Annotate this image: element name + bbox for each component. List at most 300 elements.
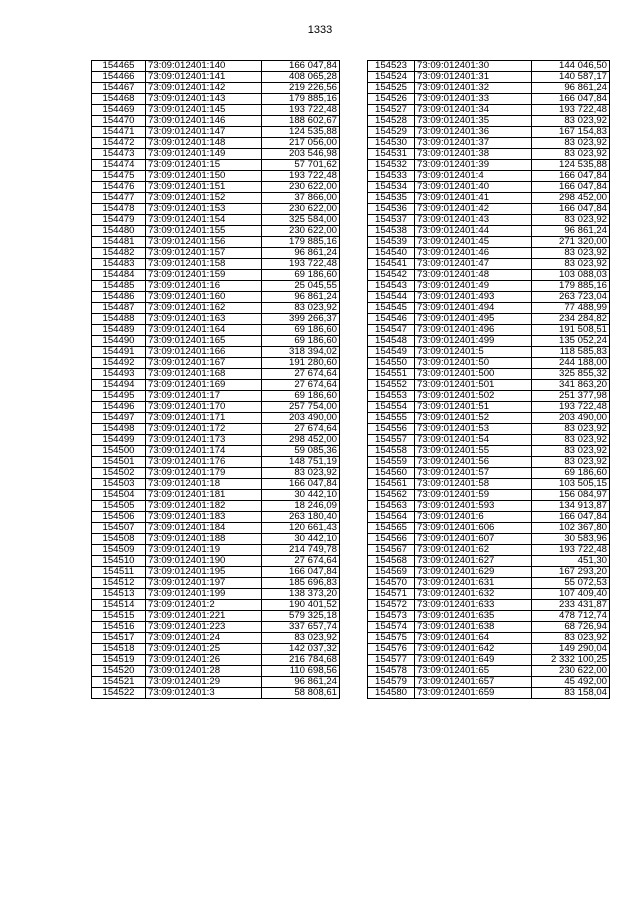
value-cell: 257 754,00	[262, 402, 340, 413]
value-cell: 124 535,88	[532, 160, 610, 171]
table-row	[368, 490, 610, 501]
value-cell: 217 056,00	[262, 138, 340, 149]
table-row	[92, 413, 340, 424]
value-cell: 144 046,50	[532, 61, 610, 72]
row-id-cell: 154475	[92, 171, 146, 182]
row-id-cell: 154496	[92, 402, 146, 413]
cadastral-number-cell: 73:09:012401:26	[146, 655, 262, 666]
cadastral-number-cell: 73:09:012401:58	[415, 479, 532, 490]
cadastral-number-cell: 73:09:012401:195	[146, 567, 262, 578]
cadastral-number-cell: 73:09:012401:18	[146, 479, 262, 490]
row-id-cell: 154487	[92, 303, 146, 314]
value-cell: 83 023,92	[532, 424, 610, 435]
cadastral-number-cell: 73:09:012401:163	[146, 314, 262, 325]
cadastral-number-cell: 73:09:012401:197	[146, 578, 262, 589]
value-cell: 83 023,92	[262, 468, 340, 479]
table-row	[368, 314, 610, 325]
cadastral-number-cell: 73:09:012401:635	[415, 611, 532, 622]
table-row	[92, 655, 340, 666]
value-cell: 179 885,16	[262, 237, 340, 248]
row-id-cell: 154495	[92, 391, 146, 402]
row-id-cell: 154492	[92, 358, 146, 369]
value-cell: 166 047,84	[532, 182, 610, 193]
table-row	[368, 72, 610, 83]
row-id-cell: 154524	[368, 72, 415, 83]
cadastral-number-cell: 73:09:012401:150	[146, 171, 262, 182]
table-row	[368, 644, 610, 655]
cadastral-number-cell: 73:09:012401:632	[415, 589, 532, 600]
value-cell: 96 861,24	[262, 292, 340, 303]
row-id-cell: 154559	[368, 457, 415, 468]
value-cell: 124 535,88	[262, 127, 340, 138]
table-row	[368, 556, 610, 567]
row-id-cell: 154509	[92, 545, 146, 556]
table-row	[92, 160, 340, 171]
value-cell: 83 023,92	[532, 138, 610, 149]
row-id-cell: 154571	[368, 589, 415, 600]
value-cell: 193 722,48	[532, 105, 610, 116]
cadastral-number-cell: 73:09:012401:158	[146, 259, 262, 270]
value-cell: 185 696,83	[262, 578, 340, 589]
table-row	[92, 94, 340, 105]
value-cell: 68 726,94	[532, 622, 610, 633]
cadastral-number-cell: 73:09:012401:47	[415, 259, 532, 270]
cadastral-number-cell: 73:09:012401:24	[146, 633, 262, 644]
value-cell: 96 861,24	[532, 226, 610, 237]
table-row	[368, 325, 610, 336]
row-id-cell: 154549	[368, 347, 415, 358]
table-row	[92, 600, 340, 611]
cadastral-number-cell: 73:09:012401:28	[146, 666, 262, 677]
row-id-cell: 154511	[92, 567, 146, 578]
cadastral-number-cell: 73:09:012401:2	[146, 600, 262, 611]
row-id-cell: 154533	[368, 171, 415, 182]
row-id-cell: 154553	[368, 391, 415, 402]
cadastral-number-cell: 73:09:012401:46	[415, 248, 532, 259]
cadastral-number-cell: 73:09:012401:146	[146, 116, 262, 127]
table-row	[92, 556, 340, 567]
table-row	[368, 501, 610, 512]
cadastral-number-cell: 73:09:012401:16	[146, 281, 262, 292]
value-cell: 341 863,20	[532, 380, 610, 391]
table-row	[368, 83, 610, 94]
table-row	[92, 611, 340, 622]
cadastral-number-cell: 73:09:012401:43	[415, 215, 532, 226]
row-id-cell: 154519	[92, 655, 146, 666]
value-cell: 203 490,00	[262, 413, 340, 424]
value-cell: 149 290,04	[532, 644, 610, 655]
value-cell: 244 188,00	[532, 358, 610, 369]
value-cell: 69 186,60	[262, 391, 340, 402]
row-id-cell: 154472	[92, 138, 146, 149]
value-cell: 166 047,84	[532, 512, 610, 523]
cadastral-number-cell: 73:09:012401:57	[415, 468, 532, 479]
cadastral-number-cell: 73:09:012401:631	[415, 578, 532, 589]
cadastral-number-cell: 73:09:012401:638	[415, 622, 532, 633]
row-id-cell: 154578	[368, 666, 415, 677]
table-row	[92, 534, 340, 545]
value-cell: 18 246,09	[262, 501, 340, 512]
row-id-cell: 154465	[92, 61, 146, 72]
cadastral-number-cell: 73:09:012401:3	[146, 688, 262, 699]
table-row	[368, 138, 610, 149]
value-cell: 193 722,48	[262, 171, 340, 182]
value-cell: 167 154,83	[532, 127, 610, 138]
cadastral-number-cell: 73:09:012401:499	[415, 336, 532, 347]
row-id-cell: 154576	[368, 644, 415, 655]
value-cell: 263 723,04	[532, 292, 610, 303]
row-id-cell: 154560	[368, 468, 415, 479]
cadastral-number-cell: 73:09:012401:629	[415, 567, 532, 578]
value-cell: 103 088,03	[532, 270, 610, 281]
cadastral-number-cell: 73:09:012401:148	[146, 138, 262, 149]
table-row	[92, 83, 340, 94]
cadastral-number-cell: 73:09:012401:157	[146, 248, 262, 259]
value-cell: 45 492,00	[532, 677, 610, 688]
cadastral-number-cell: 73:09:012401:179	[146, 468, 262, 479]
row-id-cell: 154579	[368, 677, 415, 688]
value-cell: 118 585,83	[532, 347, 610, 358]
row-id-cell: 154490	[92, 336, 146, 347]
table-row	[368, 149, 610, 160]
table-row	[92, 336, 340, 347]
table-row	[368, 204, 610, 215]
value-cell: 399 266,37	[262, 314, 340, 325]
value-cell: 579 325,18	[262, 611, 340, 622]
value-cell: 83 023,92	[532, 248, 610, 259]
row-id-cell: 154474	[92, 160, 146, 171]
value-cell: 103 505,15	[532, 479, 610, 490]
cadastral-number-cell: 73:09:012401:145	[146, 105, 262, 116]
value-cell: 230 622,00	[262, 204, 340, 215]
cadastral-number-cell: 73:09:012401:143	[146, 94, 262, 105]
table-row	[92, 193, 340, 204]
row-id-cell: 154485	[92, 281, 146, 292]
cadastral-number-cell: 73:09:012401:53	[415, 424, 532, 435]
table-row	[92, 314, 340, 325]
row-id-cell: 154537	[368, 215, 415, 226]
value-cell: 83 023,92	[532, 259, 610, 270]
row-id-cell: 154541	[368, 259, 415, 270]
row-id-cell: 154562	[368, 490, 415, 501]
row-id-cell: 154565	[368, 523, 415, 534]
value-cell: 140 587,17	[532, 72, 610, 83]
value-cell: 83 158,04	[532, 688, 610, 699]
value-cell: 156 084,97	[532, 490, 610, 501]
cadastral-number-cell: 73:09:012401:181	[146, 490, 262, 501]
table-row	[92, 127, 340, 138]
row-id-cell: 154526	[368, 94, 415, 105]
row-id-cell: 154489	[92, 325, 146, 336]
cadastral-number-cell: 73:09:012401:649	[415, 655, 532, 666]
cadastral-number-cell: 73:09:012401:502	[415, 391, 532, 402]
row-id-cell: 154502	[92, 468, 146, 479]
row-id-cell: 154501	[92, 457, 146, 468]
row-id-cell: 154483	[92, 259, 146, 270]
cadastral-number-cell: 73:09:012401:170	[146, 402, 262, 413]
row-id-cell: 154506	[92, 512, 146, 523]
value-cell: 148 751,19	[262, 457, 340, 468]
cadastral-number-cell: 73:09:012401:140	[146, 61, 262, 72]
cadastral-number-cell: 73:09:012401:19	[146, 545, 262, 556]
value-cell: 83 023,92	[532, 149, 610, 160]
table-row	[368, 358, 610, 369]
table-row	[92, 490, 340, 501]
table-row	[92, 281, 340, 292]
table-row	[368, 633, 610, 644]
table-row	[92, 622, 340, 633]
value-cell: 2 332 100,25	[532, 655, 610, 666]
value-cell: 408 065,28	[262, 72, 340, 83]
table-row	[368, 94, 610, 105]
value-cell: 83 023,92	[262, 303, 340, 314]
table-row	[92, 204, 340, 215]
cadastral-number-cell: 73:09:012401:606	[415, 523, 532, 534]
row-id-cell: 154531	[368, 149, 415, 160]
table-row	[368, 446, 610, 457]
cadastral-number-cell: 73:09:012401:154	[146, 215, 262, 226]
value-cell: 96 861,24	[532, 83, 610, 94]
value-cell: 83 023,92	[532, 215, 610, 226]
row-id-cell: 154517	[92, 633, 146, 644]
cadastral-number-cell: 73:09:012401:40	[415, 182, 532, 193]
row-id-cell: 154558	[368, 446, 415, 457]
row-id-cell: 154512	[92, 578, 146, 589]
value-cell: 179 885,16	[532, 281, 610, 292]
row-id-cell: 154523	[368, 61, 415, 72]
value-cell: 190 401,52	[262, 600, 340, 611]
cadastral-number-cell: 73:09:012401:62	[415, 545, 532, 556]
value-cell: 27 674,64	[262, 424, 340, 435]
cadastral-number-cell: 73:09:012401:190	[146, 556, 262, 567]
value-cell: 27 674,64	[262, 556, 340, 567]
cadastral-number-cell: 73:09:012401:45	[415, 237, 532, 248]
table-row	[368, 303, 610, 314]
value-cell: 233 431,87	[532, 600, 610, 611]
row-id-cell: 154536	[368, 204, 415, 215]
value-cell: 69 186,60	[262, 325, 340, 336]
cadastral-number-cell: 73:09:012401:199	[146, 589, 262, 600]
value-cell: 325 855,32	[532, 369, 610, 380]
row-id-cell: 154530	[368, 138, 415, 149]
table-row	[92, 545, 340, 556]
table-row	[368, 127, 610, 138]
value-cell: 96 861,24	[262, 248, 340, 259]
table-row	[368, 468, 610, 479]
cadastral-number-cell: 73:09:012401:59	[415, 490, 532, 501]
cadastral-number-cell: 73:09:012401:33	[415, 94, 532, 105]
table-row	[368, 160, 610, 171]
table-row	[368, 655, 610, 666]
row-id-cell: 154491	[92, 347, 146, 358]
table-row	[368, 611, 610, 622]
table-row	[92, 138, 340, 149]
value-cell: 230 622,00	[262, 226, 340, 237]
row-id-cell: 154538	[368, 226, 415, 237]
cadastral-number-cell: 73:09:012401:44	[415, 226, 532, 237]
cadastral-number-cell: 73:09:012401:173	[146, 435, 262, 446]
value-cell: 337 657,74	[262, 622, 340, 633]
cadastral-number-cell: 73:09:012401:183	[146, 512, 262, 523]
row-id-cell: 154545	[368, 303, 415, 314]
table-row	[92, 215, 340, 226]
row-id-cell: 154577	[368, 655, 415, 666]
value-cell: 59 085,36	[262, 446, 340, 457]
cadastral-number-cell: 73:09:012401:501	[415, 380, 532, 391]
table-row	[92, 435, 340, 446]
table-row	[92, 171, 340, 182]
value-cell: 110 698,56	[262, 666, 340, 677]
cadastral-number-cell: 73:09:012401:56	[415, 457, 532, 468]
row-id-cell: 154569	[368, 567, 415, 578]
table-row	[368, 523, 610, 534]
row-id-cell: 154555	[368, 413, 415, 424]
table-row	[368, 479, 610, 490]
table-row	[92, 633, 340, 644]
row-id-cell: 154567	[368, 545, 415, 556]
row-id-cell: 154513	[92, 589, 146, 600]
row-id-cell: 154468	[92, 94, 146, 105]
value-cell: 55 072,53	[532, 578, 610, 589]
table-row	[92, 501, 340, 512]
cadastral-number-cell: 73:09:012401:4	[415, 171, 532, 182]
right-table	[367, 60, 610, 699]
value-cell: 83 023,92	[532, 633, 610, 644]
row-id-cell: 154522	[92, 688, 146, 699]
cadastral-number-cell: 73:09:012401:142	[146, 83, 262, 94]
cadastral-number-cell: 73:09:012401:39	[415, 160, 532, 171]
table-row	[368, 259, 610, 270]
table-row	[92, 589, 340, 600]
row-id-cell: 154566	[368, 534, 415, 545]
table-row	[92, 248, 340, 259]
value-cell: 57 701,62	[262, 160, 340, 171]
left-table-body	[92, 61, 340, 699]
row-id-cell: 154510	[92, 556, 146, 567]
row-id-cell: 154507	[92, 523, 146, 534]
value-cell: 193 722,48	[262, 105, 340, 116]
row-id-cell: 154493	[92, 369, 146, 380]
table-row	[368, 380, 610, 391]
value-cell: 478 712,74	[532, 611, 610, 622]
row-id-cell: 154552	[368, 380, 415, 391]
table-row	[92, 402, 340, 413]
cadastral-number-cell: 73:09:012401:32	[415, 83, 532, 94]
row-id-cell: 154542	[368, 270, 415, 281]
row-id-cell: 154484	[92, 270, 146, 281]
row-id-cell: 154467	[92, 83, 146, 94]
table-row	[92, 292, 340, 303]
value-cell: 179 885,16	[262, 94, 340, 105]
value-cell: 30 442,10	[262, 534, 340, 545]
value-cell: 83 023,92	[532, 457, 610, 468]
table-row	[92, 182, 340, 193]
value-cell: 102 367,80	[532, 523, 610, 534]
table-row	[368, 215, 610, 226]
row-id-cell: 154497	[92, 413, 146, 424]
cadastral-number-cell: 73:09:012401:164	[146, 325, 262, 336]
table-row	[368, 457, 610, 468]
value-cell: 166 047,84	[262, 567, 340, 578]
row-id-cell: 154528	[368, 116, 415, 127]
table-row	[368, 589, 610, 600]
value-cell: 166 047,84	[262, 61, 340, 72]
row-id-cell: 154499	[92, 435, 146, 446]
cadastral-number-cell: 73:09:012401:633	[415, 600, 532, 611]
cadastral-number-cell: 73:09:012401:55	[415, 446, 532, 457]
value-cell: 166 047,84	[532, 94, 610, 105]
value-cell: 166 047,84	[532, 204, 610, 215]
table-row	[368, 116, 610, 127]
row-id-cell: 154534	[368, 182, 415, 193]
cadastral-number-cell: 73:09:012401:627	[415, 556, 532, 567]
row-id-cell: 154546	[368, 314, 415, 325]
table-row	[92, 72, 340, 83]
value-cell: 230 622,00	[532, 666, 610, 677]
left-table	[91, 60, 340, 699]
value-cell: 188 602,67	[262, 116, 340, 127]
value-cell: 69 186,60	[532, 468, 610, 479]
row-id-cell: 154518	[92, 644, 146, 655]
cadastral-number-cell: 73:09:012401:36	[415, 127, 532, 138]
cadastral-number-cell: 73:09:012401:153	[146, 204, 262, 215]
cadastral-number-cell: 73:09:012401:29	[146, 677, 262, 688]
table-row	[92, 61, 340, 72]
table-row	[368, 567, 610, 578]
row-id-cell: 154508	[92, 534, 146, 545]
row-id-cell: 154488	[92, 314, 146, 325]
row-id-cell: 154478	[92, 204, 146, 215]
value-cell: 83 023,92	[532, 116, 610, 127]
row-id-cell: 154480	[92, 226, 146, 237]
cadastral-number-cell: 73:09:012401:149	[146, 149, 262, 160]
value-cell: 166 047,84	[532, 171, 610, 182]
table-row	[92, 358, 340, 369]
cadastral-number-cell: 73:09:012401:167	[146, 358, 262, 369]
cadastral-number-cell: 73:09:012401:50	[415, 358, 532, 369]
value-cell: 142 037,32	[262, 644, 340, 655]
table-row	[92, 116, 340, 127]
cadastral-number-cell: 73:09:012401:223	[146, 622, 262, 633]
value-cell: 203 490,00	[532, 413, 610, 424]
value-cell: 134 913,87	[532, 501, 610, 512]
row-id-cell: 154580	[368, 688, 415, 699]
value-cell: 83 023,92	[532, 446, 610, 457]
row-id-cell: 154504	[92, 490, 146, 501]
cadastral-number-cell: 73:09:012401:172	[146, 424, 262, 435]
table-row	[92, 226, 340, 237]
value-cell: 107 409,40	[532, 589, 610, 600]
cadastral-number-cell: 73:09:012401:34	[415, 105, 532, 116]
table-row	[92, 468, 340, 479]
value-cell: 96 861,24	[262, 677, 340, 688]
row-id-cell: 154572	[368, 600, 415, 611]
cadastral-number-cell: 73:09:012401:38	[415, 149, 532, 160]
row-id-cell: 154563	[368, 501, 415, 512]
row-id-cell: 154521	[92, 677, 146, 688]
table-row	[368, 193, 610, 204]
row-id-cell: 154548	[368, 336, 415, 347]
table-row	[368, 413, 610, 424]
cadastral-number-cell: 73:09:012401:642	[415, 644, 532, 655]
value-cell: 167 293,20	[532, 567, 610, 578]
table-row	[368, 600, 610, 611]
table-row	[92, 479, 340, 490]
value-cell: 203 546,98	[262, 149, 340, 160]
cadastral-number-cell: 73:09:012401:657	[415, 677, 532, 688]
row-id-cell: 154551	[368, 369, 415, 380]
value-cell: 298 452,00	[532, 193, 610, 204]
